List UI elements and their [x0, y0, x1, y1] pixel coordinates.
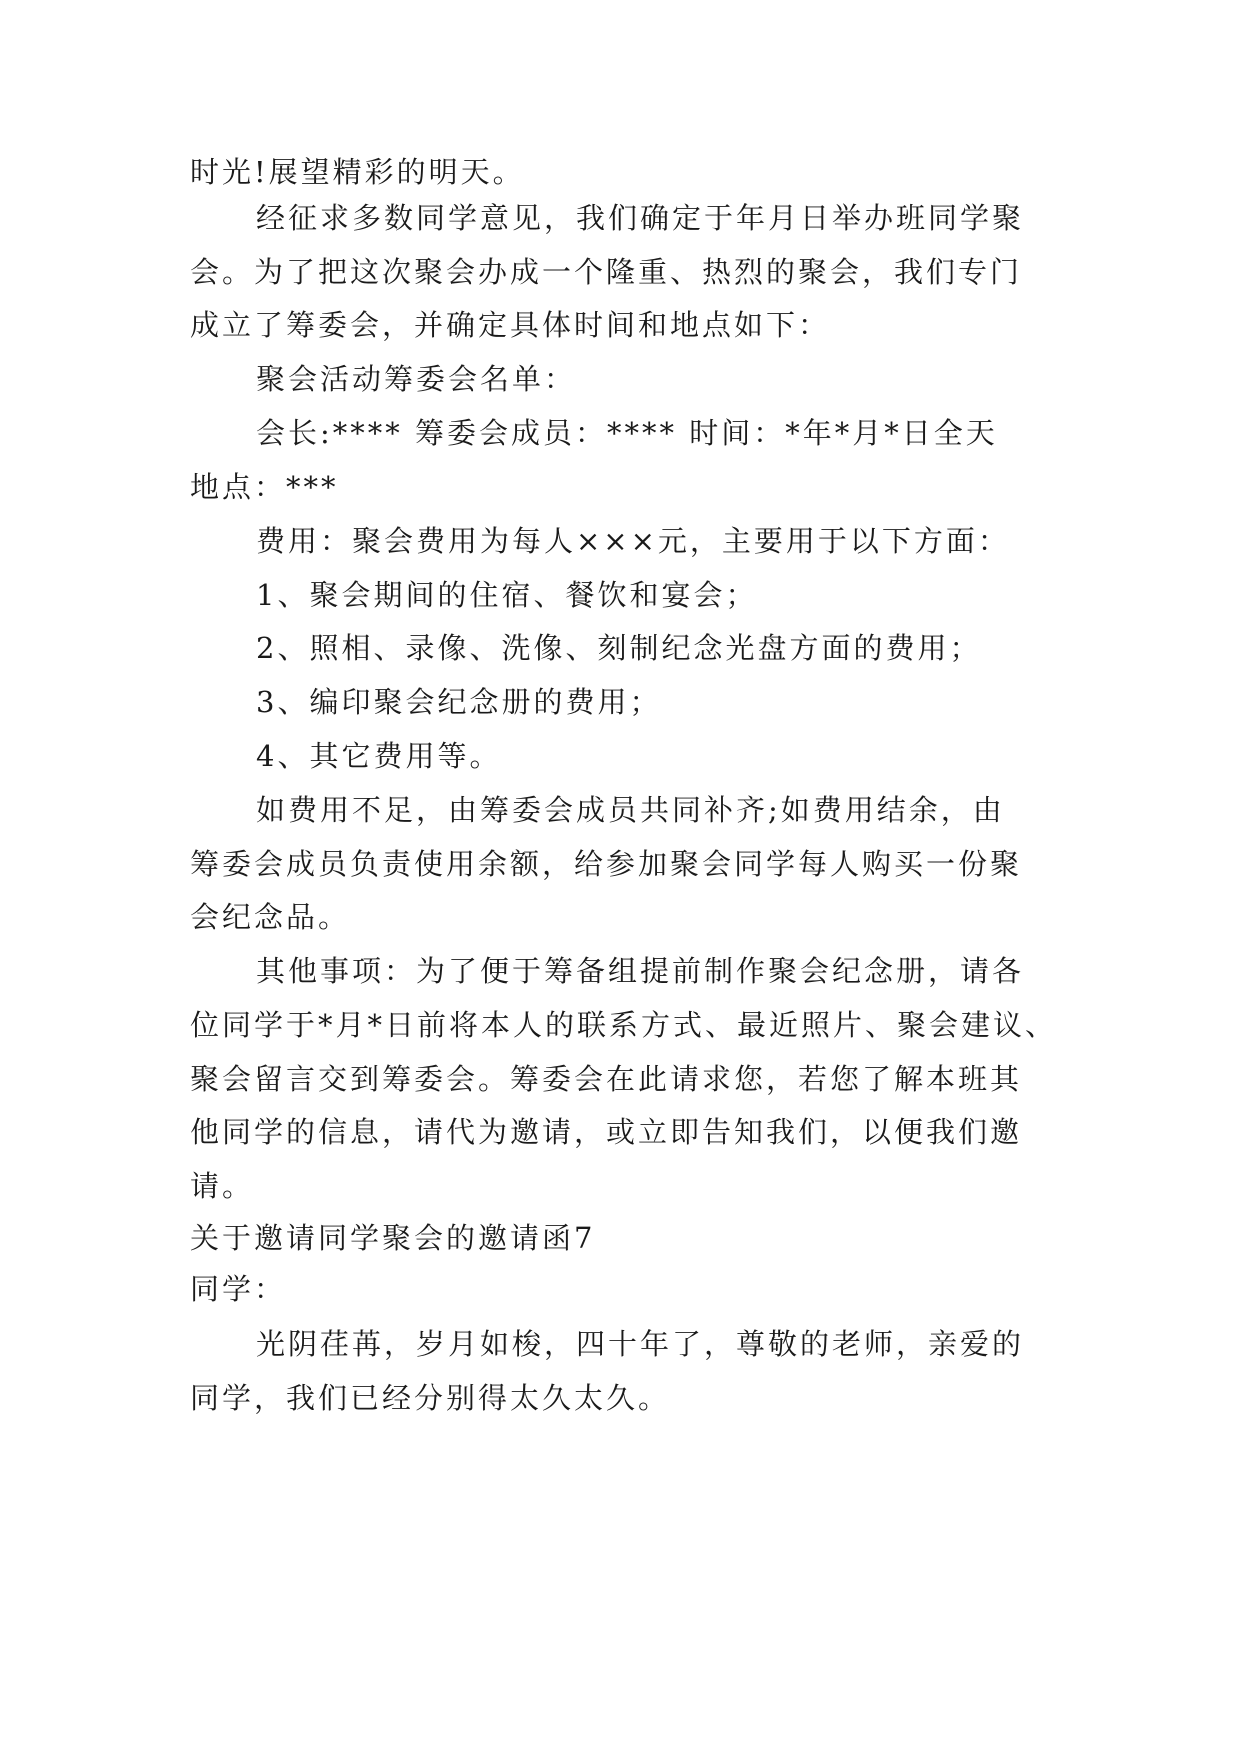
text-line: 2、照相、录像、洗像、刻制纪念光盘方面的费用；: [256, 631, 982, 665]
text-line: 筹委会成员负责使用余额，给参加聚会同学每人购买一份聚: [190, 847, 1023, 881]
text-line: 4、其它费用等。: [256, 739, 502, 773]
text-line: 请。: [190, 1169, 255, 1203]
text-line: 他同学的信息，请代为邀请，或立即告知我们，以便我们邀: [190, 1115, 1023, 1149]
text-line: 成立了筹委会，并确定具体时间和地点如下：: [190, 308, 831, 342]
text-line: 费用：聚会费用为每人×××元，主要用于以下方面：: [256, 524, 1010, 558]
text-line: 3、编印聚会纪念册的费用；: [256, 685, 662, 719]
text-line: 地点：***: [190, 470, 339, 504]
text-line: 会长:**** 筹委会成员：**** 时间：*年*月*日全天: [256, 416, 998, 450]
text-line: 聚会留言交到筹委会。筹委会在此请求您，若您了解本班其: [190, 1062, 1023, 1096]
text-line: 光阴荏苒，岁月如梭，四十年了，尊敬的老师，亲爱的: [256, 1327, 1025, 1361]
text-line: 如费用不足，由筹委会成员共同补齐;如费用结余，由: [256, 793, 1005, 827]
text-line: 1、聚会期间的住宿、餐饮和宴会；: [256, 578, 758, 612]
text-line: 时光!展望精彩的明天。: [190, 155, 525, 189]
section-heading: 关于邀请同学聚会的邀请函7: [190, 1221, 596, 1255]
text-line: 聚会活动筹委会名单：: [256, 362, 577, 396]
text-line: 同学，我们已经分别得太久太久。: [190, 1381, 671, 1415]
salutation: 同学：: [190, 1272, 287, 1306]
text-line: 位同学于*月*日前将本人的联系方式、最近照片、聚会建议、: [190, 1008, 1058, 1042]
text-line: 会。为了把这次聚会办成一个隆重、热烈的聚会，我们专门: [190, 255, 1023, 289]
text-line: 会纪念品。: [190, 900, 351, 934]
text-line: 经征求多数同学意见，我们确定于年月日举办班同学聚: [256, 201, 1025, 235]
text-line: 其他事项：为了便于筹备组提前制作聚会纪念册，请各: [256, 954, 1025, 988]
